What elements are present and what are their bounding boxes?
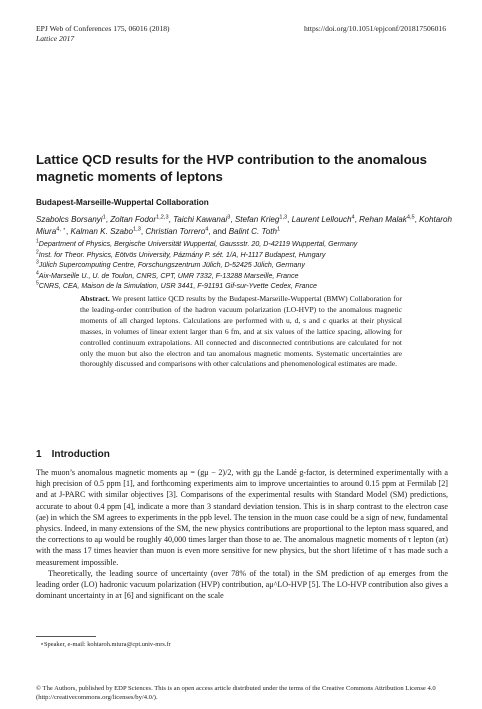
section-number: 1: [36, 449, 42, 460]
abstract-text: We present lattice QCD results by the Budapest-Marseille-Wuppertal (BMW) Collaboration for the leading-order contribution of the hadron vacuum polarization (LO-HVP) to the anomalous magnetic moments of all charged leptons. Calculations are performed with u, d, s and c quarks at their physical masses, in volumes of linear extent larger than 6 fm, and at six values of the lattice spacing, allowing for controlled continuum extrapolations. All connected and disconnected contributions are calculated for not only the muon but also the electron and tau anomalous magnetic moments. Systematic uncertainties are thoroughly discussed and comparisons with other calculations and phenomenological estimates are made.: [80, 294, 402, 369]
author: Szabolcs Borsanyi$^1$,: [36, 214, 111, 224]
affiliation-list: [36, 239, 456, 292]
author: Kalman K. Szabo$^{1,3}$,: [70, 225, 146, 236]
affiliation: $^2$Inst. for Theor. Physics, Eötvös University, Pázmány P. sét. 1/A, H-1117 Budapest, Hungary: [36, 249, 326, 259]
conference-name: Lattice 2017: [36, 34, 75, 43]
footnote: ⋆Speaker, e-mail: kohtaroh.miura@cpt.univ-mrs.fr: [40, 641, 171, 648]
collaboration-name: Budapest-Marseille-Wuppertal Collaboration: [36, 198, 209, 207]
affiliation: $^4$Aix-Marseille U., U. de Toulon, CNRS, CPT, UMR 7332, F-13288 Marseille, France: [36, 270, 299, 280]
section-title: Introduction: [51, 449, 110, 460]
author-list: [36, 214, 456, 237]
footnote-rule: [36, 636, 96, 637]
author: Kohtaroh Miura$^{4, ⋆}$,: [36, 215, 452, 236]
author: Laurent Lellouch$^4$,: [291, 214, 360, 224]
license-footer: © The Authors, published by EDP Sciences. This is an open access article distributed under the terms of the Creative Commons Attribution License 4.0 (http://creativecommons.org/licenses/by/4.0/).: [36, 685, 436, 701]
journal-citation: EPJ Web of Conferences 175, 06016 (2018): [36, 24, 170, 33]
author: Zoltan Fodor$^{1,2,3}$,: [110, 214, 174, 224]
author: Rehan Malak$^{4,5}$,: [359, 214, 420, 224]
abstract-label: Abstract.: [80, 294, 110, 303]
paragraph: The muon’s anomalous magnetic moments aμ = (gμ − 2)/2, with gμ the Landé g-factor, is determined experimentally with a high precision of 0.5 ppm [1], and forthcoming experiments aim to improve uncertainties to around 0.15 ppm at Fermilab [2] and at J-PARC with similar objectives [3]. Comparisons of the experimental results with Standard Model (SM) predictions, accurate to about 0.4 ppm [4], indicate a more than 3 standard deviation tension. This is in sharp contrast to the electron case (ae) in which the SM agrees to experiments in the ppb level. The tension in the muon case could be a sign of new, fundamental physics. Indeed, in many extensions of the SM, the new physics contributions are proportional to the lepton mass squared, and the corrections to aμ would be roughly 40,000 times larger than those to ae. The anomalous magnetic moments of τ lepton (aτ) with the mass 17 times heavier than muon is even more sensitive for new physics, but the short lifetime of τ has made such a measurement impossible.: [36, 468, 448, 567]
author: Taichi Kawanai$^3$,: [173, 214, 235, 224]
doi-link[interactable]: https://doi.org/10.1051/epjconf/201817506016: [303, 24, 446, 33]
affiliation: $^3$Jülich Supercomputing Centre, Forschungszentrum Jülich, D-52425 Jülich, Germany: [36, 259, 305, 270]
affiliation: $^5$CNRS, CEA, Maison de la Simulation, USR 3441, F-91191 Gif-sur-Yvette Cedex, France: [36, 281, 317, 291]
section-heading: [36, 449, 110, 460]
running-header: [36, 24, 446, 44]
author: Stefan Krieg$^{1,3}$,: [234, 214, 292, 224]
body-text: [36, 467, 448, 601]
paper-title: Lattice QCD results for the HVP contribution to the anomalous magnetic moments of leptons: [36, 152, 428, 184]
paragraph: Theoretically, the leading source of uncertainty (over 78% of the total) in the SM prediction of aμ emerges from the leading order (LO) hadronic vacuum polarization (HVP) contribution, aμ^LO-HVP [5]. The LO-HVP contribution also gives a dominant uncertainty in aτ [6] and significant on the scale: [36, 568, 448, 601]
author: Christian Torrero$^4$, and: [145, 225, 229, 236]
affiliation: $^1$Department of Physics, Bergische Universität Wuppertal, Gaussstr. 20, D-42119 Wuppertal, Germany: [36, 238, 358, 248]
author: Balint C. Toth$^1$: [228, 225, 281, 236]
abstract: [80, 294, 402, 370]
